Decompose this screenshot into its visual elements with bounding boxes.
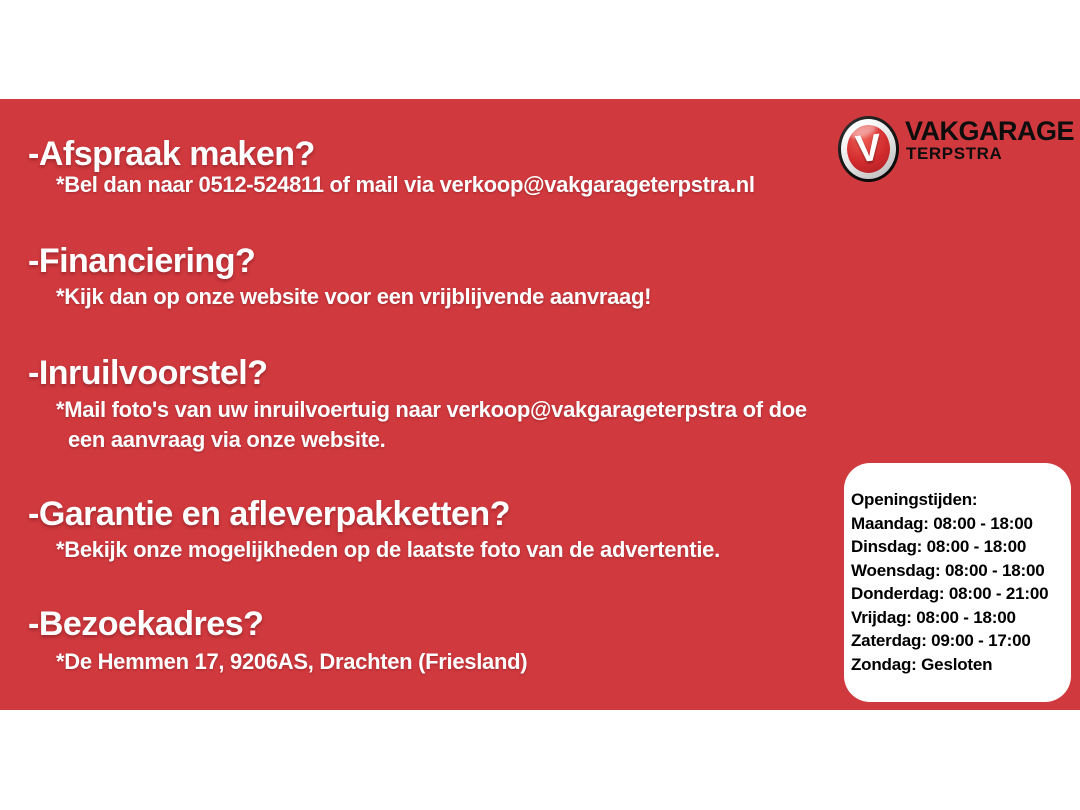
line-inruil-mail: *Mail foto's van uw inruilvoertuig naar verkoop@vakgarageterpstra of doe: [56, 397, 807, 422]
opening-hours-saturday: Zaterdag: 09:00 - 17:00: [851, 631, 1031, 650]
opening-hours-tuesday: Dinsdag: 08:00 - 18:00: [851, 537, 1027, 556]
badge-letter: V: [853, 126, 884, 171]
opening-hours-panel: [844, 463, 1071, 702]
brand-subname: TERPSTRA: [906, 144, 1003, 163]
heading-inruilvoorstel: -Inruilvoorstel?: [28, 354, 268, 392]
heading-afspraak-maken: -Afspraak maken?: [28, 135, 315, 173]
line-bezoekadres-adres: *De Hemmen 17, 9206AS, Drachten (Friesland): [56, 649, 528, 674]
heading-financiering: -Financiering?: [28, 242, 256, 280]
opening-hours-wednesday: Woensdag: 08:00 - 18:00: [851, 560, 1045, 580]
line-afspraak-contact: *Bel dan naar 0512-524811 of mail via verkoop@vakgarageterpstra.nl: [56, 172, 755, 197]
vakgarage-badge-icon: [838, 116, 899, 182]
opening-hours-thursday: Donderdag: 08:00 - 21:00: [851, 584, 1049, 603]
heading-garantie-afleverpakketten: -Garantie en afleverpakketten?: [28, 495, 510, 533]
opening-hours-friday: Vrijdag: 08:00 - 18:00: [851, 607, 1016, 627]
line-financiering-website: *Kijk dan op onze website voor een vrijblijvende aanvraag!: [56, 284, 652, 309]
brand-name: VAKGARAGE: [905, 116, 1075, 146]
line-inruil-website: een aanvraag via onze website.: [68, 427, 386, 452]
line-garantie-foto: *Bekijk onze mogelijkheden op de laatste foto van de advertentie.: [56, 537, 720, 562]
opening-hours-title: Openingstijden:: [851, 490, 978, 509]
opening-hours-sunday: Zondag: Gesloten: [851, 654, 993, 674]
heading-bezoekadres: -Bezoekadres?: [28, 605, 264, 643]
opening-hours-monday: Maandag: 08:00 - 18:00: [851, 513, 1033, 533]
